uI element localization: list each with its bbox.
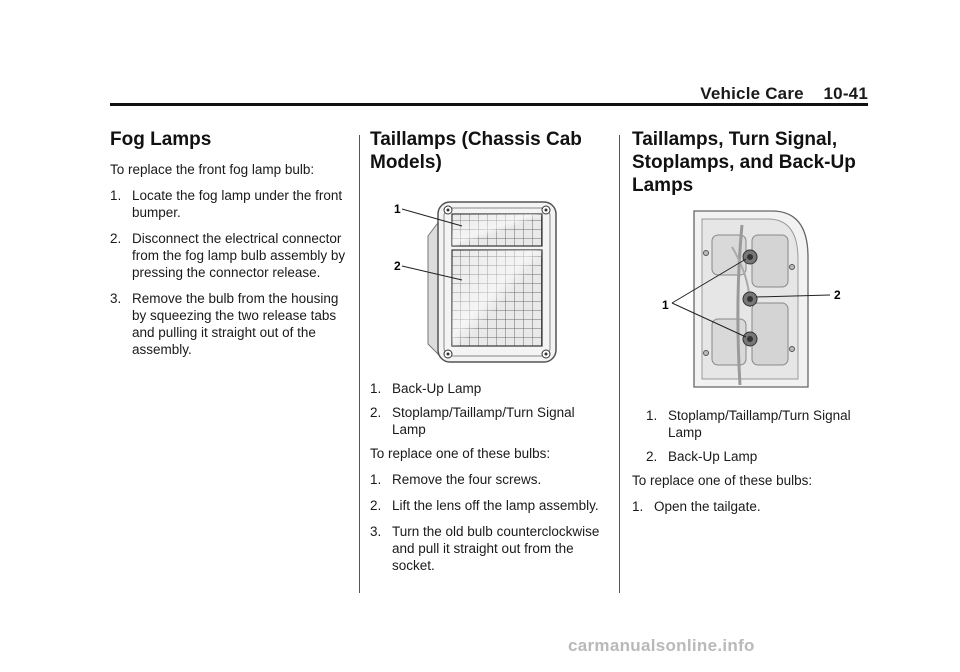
taillamp-illustration [370,184,580,370]
step-number: 1. [370,472,382,487]
step-text: Disconnect the electrical connector from the fog lamp bulb assembly by pressing the connector release. [132,231,346,280]
step-number: 1. [632,499,644,514]
step-text: Lift the lens off the lamp assembly. [392,498,599,513]
intro-text: To replace the front fog lamp bulb: [110,162,315,177]
caption-item [646,407,868,441]
caption-item [370,380,610,397]
step-number: 2. [110,231,122,246]
caption-text: Stoplamp/Taillamp/Turn Signal Lamp [392,405,575,437]
caption-number: 2. [370,405,382,420]
section-heading: Taillamps (Chassis Cab Models) [370,129,582,173]
caption-item [370,404,610,438]
step-text: Open the tailgate. [654,499,761,514]
list-item [370,523,610,574]
list-item [370,471,610,488]
callout-1: 1 [394,202,401,216]
step-number: 2. [370,498,382,513]
step-number: 1. [110,188,122,203]
caption-item [646,448,868,465]
step-text: Remove the four screws. [392,472,542,487]
caption-number: 1. [646,408,658,423]
section-title: Vehicle Care [700,84,804,103]
callout-2: 2 [834,288,841,302]
step-number: 3. [110,291,122,306]
column-chassis-cab-taillamps [370,128,610,583]
watermark: carmanualsonline.info [568,636,755,655]
caption-text: Stoplamp/Taillamp/Turn Signal Lamp [668,408,851,440]
page-header [700,84,868,104]
caption-number: 1. [370,381,382,396]
caption-number: 2. [646,449,658,464]
step-text: Locate the fog lamp under the front bumper. [132,188,343,220]
taillamp-illustration [632,207,852,397]
caption-text: Back-Up Lamp [392,381,482,396]
list-item [110,230,354,281]
header-rule [110,103,868,106]
section-heading: Fog Lamps [110,129,212,150]
column-fog-lamps [110,128,354,367]
list-item [110,187,354,221]
column-pickup-taillamps [632,128,868,524]
step-text: Turn the old bulb counterclockwise and pull it straight out from the socket. [392,524,600,573]
step-text: Remove the bulb from the housing by squeezing the two release tabs and pulling it straight out of the assembly. [132,291,339,357]
column-divider [619,135,620,593]
callout-1: 1 [662,298,669,312]
list-item [110,290,354,358]
step-number: 3. [370,524,382,539]
column-divider [359,135,360,593]
intro-text: To replace one of these bulbs: [370,446,551,461]
intro-text: To replace one of these bulbs: [632,473,813,488]
list-item [370,497,610,514]
caption-text: Back-Up Lamp [668,449,758,464]
page-number: 10-41 [823,84,868,103]
section-heading: Taillamps, Turn Signal, Stoplamps, and Back-Up Lamps [632,129,856,196]
list-item [632,498,868,515]
callout-2: 2 [394,259,401,273]
